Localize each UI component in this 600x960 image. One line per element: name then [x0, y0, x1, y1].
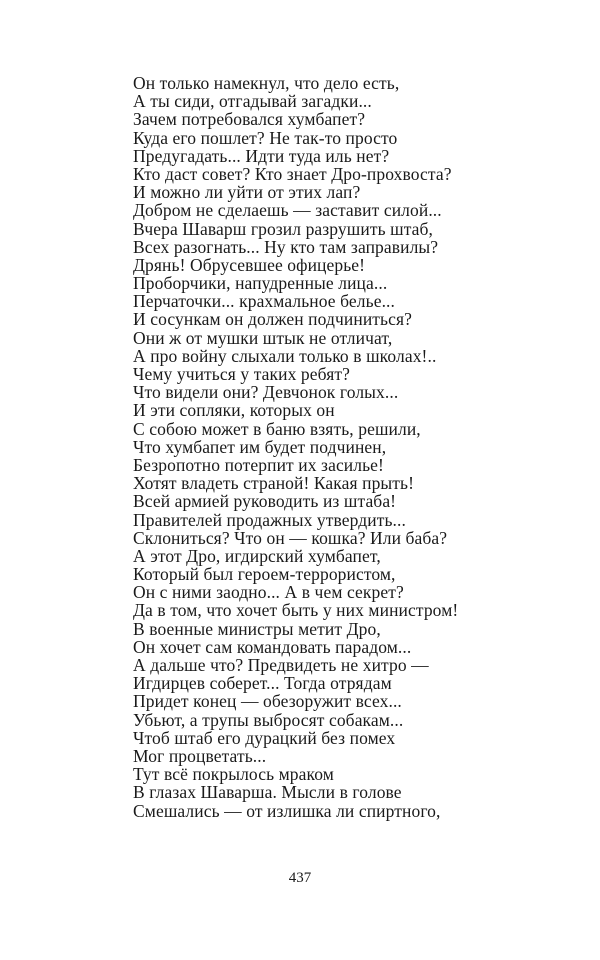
- poem-line: Кто даст совет? Кто знает Дро-прохвоста?: [133, 163, 452, 184]
- poem-line: Чему учиться у таких ребят?: [133, 364, 350, 384]
- poem-line: Да в том, что хочет быть у них министром!: [133, 600, 459, 621]
- poem-line: Что видели они? Девчонок голых...: [133, 382, 399, 403]
- poem-line: Чтоб штаб его дурацкий без помех: [133, 727, 396, 748]
- poem-line: Мог процветать...: [133, 745, 267, 766]
- poem-line: А дальше что? Предвидеть не хитро —: [133, 655, 429, 675]
- poem-line: Перчаточки... крахмальное белье...: [133, 291, 395, 312]
- poem-line: Куда его пошлет? Не так-то просто: [133, 127, 398, 148]
- poem-line: Всех разогнать... Ну кто там заправилы?: [133, 236, 439, 257]
- poem-line: Добром не сделаешь — заставит силой...: [133, 200, 442, 221]
- poem-line: Он с ними заодно... А в чем секрет?: [133, 582, 404, 603]
- poem-line: Игдирцев соберет... Тогда отрядам: [133, 673, 392, 694]
- poem-line: А ты сиди, отгадывай загадки...: [133, 91, 372, 112]
- poem-line: Смешались — от излишка ли спиртного,: [133, 800, 441, 821]
- poem-line: Который был героем-террористом,: [133, 564, 396, 585]
- poem-line: Тут всё покрылось мраком: [133, 764, 334, 785]
- poem-line: И сосункам он должен подчиниться?: [133, 309, 413, 330]
- poem-line: А про войну слыхали только в школах!..: [133, 345, 437, 366]
- poem-line: Придет конец — обезоружит всех...: [133, 691, 402, 712]
- poem-line: Правителей продажных утвердить...: [133, 509, 406, 530]
- poem-line: Вчера Шаварш грозил разрушить штаб,: [133, 218, 434, 239]
- poem-line: В глазах Шаварша. Мысли в голове: [133, 782, 402, 803]
- poem-line: И эти сопляки, которых он: [133, 400, 335, 421]
- poem-line: Проборчики, напудренные лица...: [133, 273, 388, 294]
- poem-line: А этот Дро, игдирский хумбапет,: [133, 545, 381, 566]
- page-number: 437: [288, 870, 312, 886]
- poem-line: Всей армией руководить из штаба!: [133, 491, 397, 512]
- poem-line: Предугадать... Идти туда иль нет?: [133, 145, 390, 166]
- poem-line: Зачем потребовался хумбапет?: [133, 109, 366, 130]
- poem-line: Дрянь! Обрусевшее офицерье!: [133, 254, 366, 275]
- poem-line: Убьют, а трупы выбросят собакам...: [133, 709, 404, 730]
- poem-line: Склониться? Что он — кошка? Или баба?: [133, 527, 448, 548]
- poem-line: В военные министры метит Дро,: [133, 618, 381, 639]
- poem-text: [133, 74, 458, 820]
- poem-line: Он хочет сам командовать парадом...: [133, 636, 412, 657]
- poem-line: И можно ли уйти от этих лап?: [133, 182, 361, 203]
- poem-line: Они ж от мушки штык не отличат,: [133, 327, 393, 348]
- poem-line: Что хумбапет им будет подчинен,: [133, 436, 387, 457]
- poem-line: Хотят владеть страной! Какая прыть!: [133, 473, 415, 494]
- poem-line: Безропотно потерпит их засилье!: [133, 454, 384, 475]
- poem-line: Он только намекнул, что дело есть,: [133, 73, 400, 93]
- poem-line: С собою может в баню взять, решили,: [133, 418, 421, 439]
